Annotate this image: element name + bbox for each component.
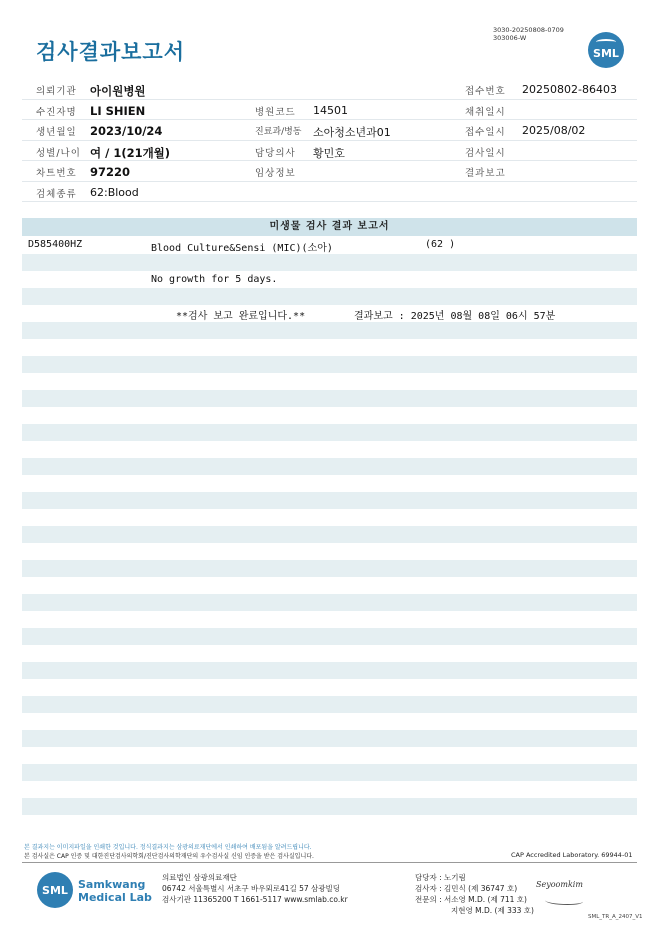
info-value: LI SHIEN <box>90 103 146 118</box>
info-label: 임상정보 <box>255 168 296 179</box>
info-label: 검체종류 <box>36 188 77 200</box>
info-value: 97220 <box>90 165 131 179</box>
brand-line-2: Medical Lab <box>78 891 152 904</box>
result-section-title: 미생물 검사 결과 보고서 <box>22 218 637 236</box>
result-stripe <box>22 764 637 781</box>
info-label: 진료과/병동 <box>255 127 302 137</box>
info-value: 2023/10/24 <box>90 124 163 138</box>
info-value: 황민호 <box>313 146 345 160</box>
logo-swoosh-icon <box>596 39 616 45</box>
info-row <box>22 161 637 182</box>
result-stripe <box>22 662 637 679</box>
info-label: 검사일시 <box>465 147 506 159</box>
info-label: 접수일시 <box>465 127 506 138</box>
info-label: 접수번호 <box>465 86 506 97</box>
staff-list <box>415 872 534 916</box>
sml-logo <box>588 32 624 68</box>
document-code-line-1: 3030-20250808-0709 <box>493 26 564 34</box>
info-value: 20250802-86403 <box>522 83 617 96</box>
info-label: 차트번호 <box>36 168 77 179</box>
info-label: 병원코드 <box>255 106 296 118</box>
result-stripe <box>22 594 637 611</box>
info-label: 결과보고 <box>465 168 506 179</box>
result-stripe <box>22 730 637 747</box>
report-time: 결과보고 : 2025년 08월 08일 06시 57분 <box>354 311 556 322</box>
result-stripe <box>22 696 637 713</box>
result-section <box>22 218 637 836</box>
result-stripe <box>22 492 637 509</box>
result-stripe <box>22 356 637 373</box>
result-stripe <box>22 322 637 339</box>
result-lines <box>22 236 637 836</box>
signature-stroke <box>545 897 583 905</box>
staff-line: 담당자 : 노기림 <box>415 873 466 882</box>
lab-address <box>162 872 348 905</box>
result-stripe <box>22 628 637 645</box>
page-title: 검사결과보고서 <box>36 40 186 64</box>
result-stripe <box>22 288 637 305</box>
result-finding: No growth for 5 days. <box>151 274 278 285</box>
info-value: 14501 <box>313 103 348 117</box>
address-line: 06742 서울특별시 서초구 바우뫼로41길 57 삼광빌딩 <box>162 884 341 893</box>
signature: Seyoomkim <box>536 880 583 889</box>
footer-divider <box>22 862 637 863</box>
print-notice: 본 결과지는 이미지파일을 인쇄한 것입니다. 정식결과지는 삼광의료재단에서 인쇄하여 배포됨을 알려드립니다. <box>24 844 312 851</box>
info-value: 2025/08/02 <box>522 124 586 137</box>
info-row <box>22 100 637 121</box>
test-code: D585400HZ <box>28 239 83 250</box>
info-value: 여 / 1(21개월) <box>90 145 171 160</box>
info-label: 담당의사 <box>255 147 296 159</box>
info-label: 생년월일 <box>36 127 77 138</box>
test-name: Blood Culture&Sensi (MIC)(소아) <box>151 243 333 254</box>
info-row <box>22 182 637 203</box>
address-line: 검사기관 11365200 T 1661-5117 www.smlab.co.kr <box>162 895 348 904</box>
cap-accreditation: CAP Accredited Laboratory. 69944-01 <box>511 851 633 859</box>
info-label: 의뢰기관 <box>36 86 77 97</box>
info-label: 채취일시 <box>465 106 506 118</box>
info-value: 아이원병원 <box>90 84 146 98</box>
info-value: 62:Blood <box>90 185 139 199</box>
result-stripe <box>22 798 637 815</box>
form-code: SML_TR_A_2407_V1 <box>588 914 643 920</box>
logo-text: SML <box>593 46 619 60</box>
result-stripe <box>22 424 637 441</box>
result-stripe <box>22 254 637 271</box>
info-label: 수진자명 <box>36 106 77 118</box>
result-stripe <box>22 458 637 475</box>
info-row <box>22 120 637 141</box>
patient-info-table <box>22 79 637 202</box>
sml-footer-logo <box>37 872 73 908</box>
result-stripe <box>22 390 637 407</box>
info-value: 소아청소년과01 <box>313 126 391 139</box>
result-stripe <box>22 526 637 543</box>
brand-line-1: Samkwang <box>78 878 146 891</box>
certification-text: 본 검사실은 CAP 인증 및 대한진단검사의학회/진단검사의학재단의 우수검사실 신임 인증을 받은 검사실입니다. <box>24 853 314 860</box>
staff-line: 지현영 M.D. (제 333 호) <box>451 906 534 915</box>
specimen-code: (62 ) <box>425 239 456 250</box>
report-complete-message: **검사 보고 완료입니다.** <box>176 311 306 322</box>
staff-line: 전문의 : 서소영 M.D. (제 711 호) <box>415 895 527 904</box>
result-stripe <box>22 560 637 577</box>
address-line: 의료법인 삼광의료재단 <box>162 873 237 882</box>
info-label: 성별/나이 <box>36 147 81 159</box>
brand-name <box>78 878 152 904</box>
staff-line: 검사자 : 김민식 (제 36747 호) <box>415 884 518 893</box>
footer-logo-text: SML <box>42 883 68 897</box>
info-row <box>22 79 637 100</box>
document-code-line-2: 303006-W <box>493 34 527 42</box>
info-row <box>22 141 637 162</box>
document-code <box>493 26 564 42</box>
